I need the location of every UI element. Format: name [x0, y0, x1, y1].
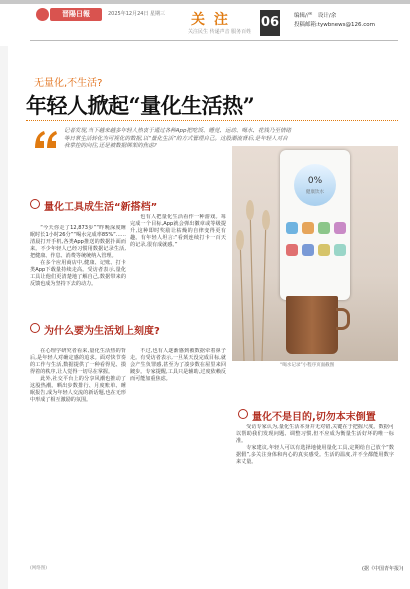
top-bar [0, 0, 410, 4]
coffee-cup [286, 296, 338, 354]
section-3-heading: 量化不是目的,切勿本末倒置 [252, 412, 376, 423]
dried-plant-decoration [232, 186, 276, 361]
photo-caption: “喝水记录”小程序页面截图 [280, 363, 335, 368]
section-1-icon [30, 199, 40, 209]
coffee-icon [318, 244, 330, 256]
headline-divider [26, 120, 398, 121]
phone-screen [280, 150, 350, 300]
newspaper-logo-icon [36, 8, 49, 21]
article-source: (据《中国青年报》) [362, 566, 404, 572]
soda-icon [302, 244, 314, 256]
quote-mark-icon [32, 128, 58, 150]
section-title: 关 注 [191, 12, 230, 28]
juice-icon [334, 222, 346, 234]
tea-icon [318, 222, 330, 234]
editor-info [294, 12, 375, 30]
date-line: 2025年12月24日 星期三 [108, 11, 166, 17]
water-label: 健康饮水 [306, 190, 324, 195]
section-3-column [236, 424, 394, 560]
cup-icon [286, 222, 298, 234]
soup-icon [334, 244, 346, 256]
section-2-icon [30, 323, 40, 333]
article-photo [232, 146, 398, 361]
section-1-heading: 量化工具成生活“新搭档” [44, 202, 158, 213]
paragraph: “今天你走了12,873步”“昨晚深度睡眠时长1小时26分”“喝水完成率85%”……清晨打开手机,各类App推送的数据扑面而来。不少年轻人已经习惯用数据记录生活,把健康、作息、消费等统统纳入管理。 [30, 225, 126, 259]
section-1-column-2 [130, 214, 226, 318]
page-number: 06 [260, 10, 280, 36]
paragraph: 此外,社交平台上的分享风潮也推动了这股热潮。晒出步数排行、月度账单、睡眠报告,成为年轻人交流的新话题,也在无形中形成了相互激励的氛围。 [30, 376, 126, 403]
section-2-heading: 为什么要为生活划上刻度? [44, 326, 160, 337]
paragraph: 不过,也有人逐渐感到被数据牵着鼻子走。有受访者表示,一旦某天没完成目标,就会产生负罪感,甚至为了凑步数在屋里来回踱步。专家提醒,工具只是辅助,过度依赖反而可能加重焦虑。 [130, 348, 226, 382]
paragraph: 在心理学研究者看来,量化生活热的背后,是年轻人对确定感的追求。面对快节奏的工作与生活,数据提供了一种看得见、摸得着的秩序,让人觉得一切尽在掌握。 [30, 348, 126, 375]
section-3-icon [238, 409, 248, 419]
milk-icon [286, 244, 298, 256]
cartoon-credit: (网络图) [30, 566, 48, 571]
paragraph: 也有人把量化生活看作一种游戏。每完成一个目标,App就会弹出徽章或等级提升,这种即时奖励让枯燥的自律变得更有趣。有年轻人坦言:“看到连续打卡一百天的记录,很有成就感。” [130, 214, 226, 248]
bottle-icon [302, 222, 314, 234]
article-kicker: 无量化,不生活? [34, 78, 103, 89]
water-percentage: 0% [307, 176, 323, 186]
section-subtitle: 关注民生 传递声音 服务百姓 [188, 29, 252, 35]
paragraph: 专家建议,年轻人可以有选择地使用量化工具,定期给自己放个“数据假”,多关注身体和内心的真实感受。生活的温度,并不全都能用数字来丈量。 [236, 445, 394, 466]
masthead-rule [30, 40, 398, 41]
editor-line: 编辑/严 设计/余 [294, 13, 337, 19]
section-1-column-1 [30, 225, 126, 318]
editor-email: 投稿邮箱:tywbnews@126.com [294, 22, 375, 28]
paragraph: 受访专家认为,量化生活本身并无对错,关键在于把握尺度。数据可以帮助我们发现问题、调整习惯,但不应成为衡量生活好坏的唯一标准。 [236, 424, 394, 444]
cup-handle [336, 308, 350, 330]
article-headline: 年轻人掀起“量化生活热” [26, 93, 255, 118]
section-2-column-1 [30, 348, 126, 563]
section-2-column-2 [130, 348, 226, 563]
article-intro: 记者发现,当下越来越多年轻人热衷于通过各种App把吃饭、睡觉、运动、喝水、花钱乃至情绪等日常生活转化为可视化的数据,以“量化生活”的方式管理自己。这股潮流背后,是年轻人对自我掌控的向往,还是被数据绑架的焦虑? [64, 128, 291, 150]
newspaper-logo: 晋陽日報 [50, 8, 102, 21]
paragraph: 在多个应用商店中,健康、记账、打卡类App下载量持续走高。受访者表示,量化工具让他们更清楚地了解自己,数据带来的反馈也成为坚持下去的动力。 [30, 260, 126, 287]
left-gutter [0, 46, 8, 589]
